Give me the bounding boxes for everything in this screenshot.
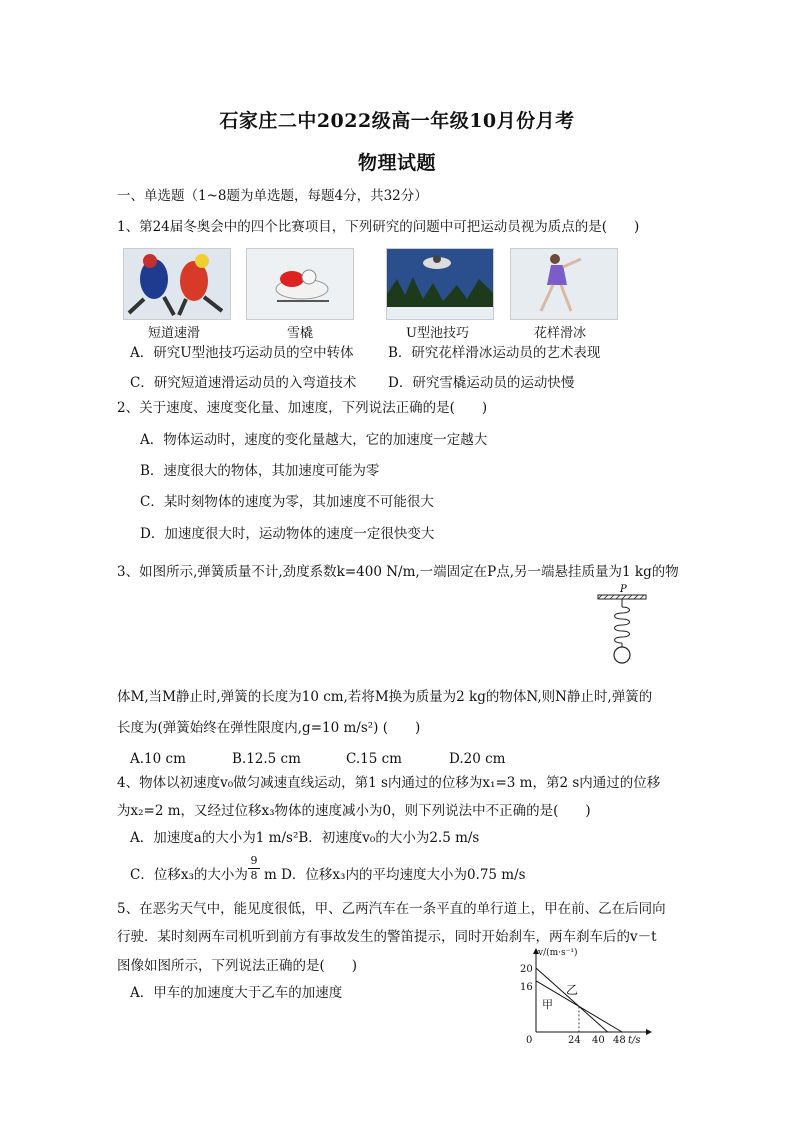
q2-stem: 2、关于速度、速度变化量、加速度，下列说法正确的是( ) [117, 400, 488, 416]
spring-diagram [592, 583, 652, 667]
q5-option-a[interactable]: A．甲车的加速度大于乙车的加速度 [130, 985, 343, 1001]
q2-option-a[interactable]: A．物体运动时，速度的变化量越大，它的加速度一定越大 [140, 432, 488, 448]
series-label-yi: 乙 [566, 983, 579, 997]
q2-option-c[interactable]: C．某时刻物体的速度为零，其加速度不可能很大 [140, 494, 434, 510]
y-tick-16: 16 [520, 982, 533, 993]
q5-line3: 图像如图所示，下列说法正确的是( ) [117, 958, 358, 974]
x-tick-0: 0 [526, 1035, 533, 1044]
halfpipe-image [386, 248, 494, 320]
image-caption-speed-skating: 短道速滑 [148, 326, 201, 341]
q4-line2: 为x₂=2 m，又经过位移x₃物体的速度减小为0，则下列说法中不正确的是( ) [117, 803, 591, 819]
page-title: 石家庄二中2022级高一年级10月份月考 [219, 110, 575, 132]
q5-line2: 行驶．某时刻两车司机听到前方有事故发生的警笛提示，同时开始刹车，两车刹车后的v－t [117, 929, 657, 945]
q4-fraction-denominator: 8 [250, 869, 258, 882]
y-tick-20: 20 [520, 964, 533, 975]
q3-option-b[interactable]: B.12.5 cm [232, 751, 301, 767]
q3-line1: 3、如图所示,弹簧质量不计,劲度系数k=400 N/m,一端固定在P点,另一端悬挂质量为1 kg的物 [117, 564, 679, 580]
q2-option-b[interactable]: B．速度很大的物体，其加速度可能为零 [140, 463, 380, 479]
q4-fraction-numerator: 9 [250, 854, 258, 867]
image-caption-figure-skating: 花样滑冰 [534, 326, 587, 341]
q1-option-c[interactable]: C．研究短道速滑运动员的入弯道技术 [130, 375, 357, 391]
x-tick-40: 40 [592, 1035, 605, 1044]
vt-graph [512, 944, 652, 1044]
q5-line1: 5、在恶劣天气中，能见度很低，甲、乙两汽车在一条平直的单行道上，甲在前、乙在后同向 [117, 901, 666, 917]
q4-options-ab[interactable]: A．加速度a的大小为1 m/s²B．初速度v₀的大小为2.5 m/s [130, 830, 480, 846]
q4-line1: 4、物体以初速度v₀做匀减速直线运动，第1 s内通过的位移为x₁=3 m，第2 s内通过的位移 [117, 775, 661, 791]
skeleton-sled-image [246, 248, 354, 320]
speed-skating-image [123, 248, 231, 320]
q3-option-d[interactable]: D.20 cm [449, 751, 506, 767]
q3-line3: 长度为(弹簧始终在弹性限度内,g=10 m/s²) ( ) [117, 720, 421, 736]
x-axis-arrow [646, 1029, 652, 1035]
q4-options-cd[interactable]: m D．位移x₃内的平均速度大小为0.75 m/s [264, 867, 526, 883]
q3-line2: 体M,当M静止时,弹簧的长度为10 cm,若将M换为质量为2 kg的物体N,则N静止时,弹簧的 [117, 689, 653, 705]
q1-option-d[interactable]: D．研究雪橇运动员的运动快慢 [388, 375, 575, 391]
x-tick-48: 48 [613, 1035, 626, 1044]
image-caption-halfpipe: U型池技巧 [406, 326, 469, 341]
q1-option-a[interactable]: A．研究U型池技巧运动员的空中转体 [130, 345, 354, 361]
x-axis-label: t/s [628, 1035, 641, 1044]
figure-skating-image [510, 248, 618, 320]
y-axis-label: v/(m·s⁻¹) [538, 948, 578, 958]
q2-option-d[interactable]: D．加速度很大时，运动物体的速度一定很快变大 [140, 526, 435, 542]
q1-stem: 1、第24届冬奥会中的四个比赛项目，下列研究的问题中可把运动员视为质点的是( ) [117, 219, 640, 235]
q1-option-b[interactable]: B．研究花样滑冰运动员的艺术表现 [388, 345, 601, 361]
page-subtitle: 物理试题 [357, 152, 436, 174]
spring-point-label: P [620, 584, 627, 595]
q4-fraction [248, 855, 260, 882]
q4-option-c-prefix[interactable]: C．位移x₃的大小为 [130, 867, 248, 883]
series-label-jia: 甲 [542, 998, 553, 1011]
x-tick-24: 24 [568, 1035, 581, 1044]
image-caption-sled: 雪橇 [287, 326, 314, 341]
q3-option-c[interactable]: C.15 cm [346, 751, 402, 767]
q3-option-a[interactable]: A.10 cm [130, 751, 186, 767]
section-heading: 一、单选题（1~8题为单选题，每题4分，共32分） [117, 188, 428, 204]
